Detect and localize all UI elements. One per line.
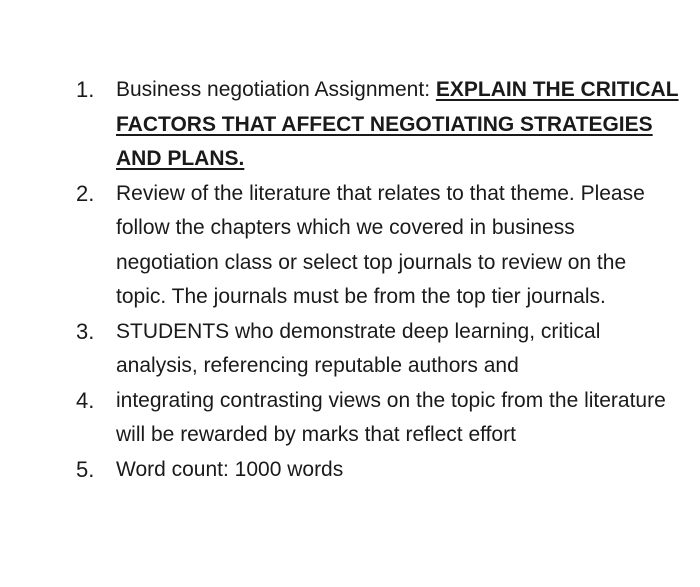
list-item-text: STUDENTS who demonstrate deep learning, critical analysis, referencing reputable authors and [116,319,601,377]
list-number: 3. [76,318,95,344]
list-item-4 [0,384,700,453]
assignment-intro: Business negotiation Assignment: [116,78,436,101]
list-item-3 [0,315,700,384]
list-item-text: Review of the literature that relates to that theme. Please follow the chapters which we covered in business negotiation class or select top journals to review on the topic. The journals must be from the top tier journals. [116,181,645,308]
list-item-text: Word count: 1000 words [116,457,344,481]
list-item-1 [0,73,700,177]
list-number: 1. [76,77,95,102]
list-number: 2. [76,180,95,206]
assignment-topic: EXPLAIN THE CRITICAL FACTORS THAT AFFECT NEGOTIATING STRATEGIES AND PLANS. [116,78,679,170]
list-number: 5. [76,456,95,482]
list-item-text [116,73,680,177]
list-item-text: integrating contrasting views on the topic from the literature will be rewarded by marks that reflect effort [116,388,666,446]
list-number: 4. [76,387,95,413]
assignment-list [0,73,700,487]
list-item-5 [0,453,700,488]
list-item-2 [0,177,700,315]
